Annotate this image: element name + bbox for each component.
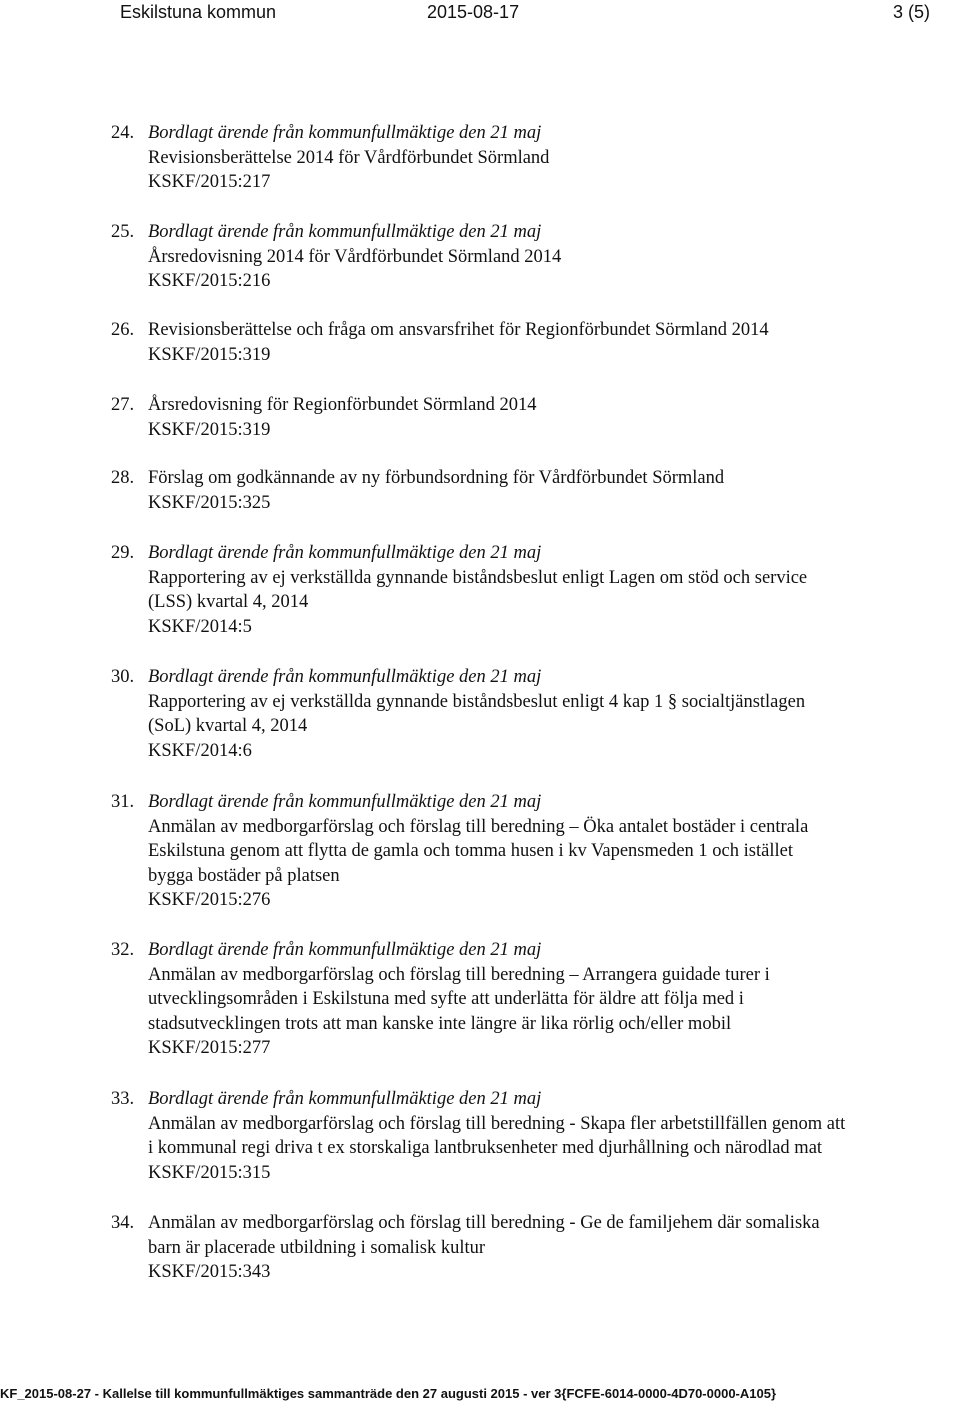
header-organization: Eskilstuna kommun [120, 2, 277, 22]
agenda-item-line: Anmälan av medborgarförslag och förslag till beredning - Ge de familjehem där somaliska [148, 1213, 820, 1233]
agenda-item-body [148, 466, 960, 515]
agenda-item-note: Bordlagt ärende från kommunfullmäktige den 21 maj [148, 667, 542, 687]
header-date: 2015-08-17 [427, 2, 520, 22]
agenda-item-body [148, 541, 960, 639]
agenda-item-line: Anmälan av medborgarförslag och förslag till beredning - Skapa fler arbetstillfällen genom att [148, 1113, 846, 1134]
agenda-item-number: 32. [111, 940, 135, 960]
agenda-item-number: 33. [111, 1089, 135, 1109]
agenda-item-line: utvecklingsområden i Eskilstuna med syfte att underlätta för äldre att följa med i [148, 989, 744, 1009]
agenda-item-body [148, 1211, 960, 1285]
agenda-item-line: KSKF/2015:319 [148, 419, 271, 440]
agenda-item-note: Bordlagt ärende från kommunfullmäktige den 21 maj [148, 543, 542, 563]
agenda-item-line: KSKF/2015:315 [148, 1162, 271, 1183]
agenda-item-line: (LSS) kvartal 4, 2014 [148, 592, 309, 612]
agenda-item-note: Bordlagt ärende från kommunfullmäktige den 21 maj [148, 222, 542, 242]
agenda-item-line: bygga bostäder på platsen [148, 865, 340, 886]
header-page-number: 3 (5) [893, 2, 931, 22]
agenda-item-line: Årsredovisning för Regionförbundet Sörmland 2014 [148, 395, 537, 415]
agenda-item-number: 28. [111, 468, 135, 488]
agenda-item-number: 25. [111, 222, 135, 242]
agenda-item-line: (SoL) kvartal 4, 2014 [148, 716, 308, 736]
agenda-item-line: KSKF/2015:217 [148, 172, 271, 192]
agenda-item-note: Bordlagt ärende från kommunfullmäktige den 21 maj [148, 123, 542, 143]
agenda-item-line: Revisionsberättelse och fråga om ansvarsfrihet för Regionförbundet Sörmland 2014 [148, 320, 769, 340]
agenda-item-line: Eskilstuna genom att flytta de gamla och tomma husen i kv Vapensmeden 1 och istället [148, 841, 793, 861]
agenda-item-line: i kommunal regi driva t ex storskaliga lantbruksenheter med djurhållning och närodlad mat [148, 1138, 823, 1158]
agenda-item-line: KSKF/2014:5 [148, 616, 252, 637]
agenda-item-line: KSKF/2014:6 [148, 740, 252, 761]
page-header [0, 0, 960, 26]
agenda-item-line: Rapportering av ej verkställda gynnande biståndsbeslut enligt Lagen om stöd och service [148, 567, 808, 588]
agenda-item-line: stadsutvecklingen trots att man kanske inte längre är lika rörlig och/eller mobil [148, 1013, 732, 1034]
agenda-item-line: barn är placerade utbildning i somalisk kultur [148, 1237, 486, 1258]
agenda-item-line: KSKF/2015:276 [148, 890, 271, 910]
page-footer: KF_2015-08-27 - Kallelse till kommunfullmäktiges sammanträde den 27 augusti 2015 - ver 3{FCFE-6014-0000-4D70-0000-A105} [0, 1386, 777, 1401]
agenda-item-number: 27. [111, 395, 135, 415]
agenda-item-line: Revisionsberättelse 2014 för Vårdförbundet Sörmland [148, 147, 550, 168]
agenda-item-body [148, 318, 960, 367]
agenda-item-line: KSKF/2015:319 [148, 344, 271, 365]
agenda-item-body [148, 665, 960, 763]
agenda-item-note: Bordlagt ärende från kommunfullmäktige den 21 maj [148, 792, 542, 812]
agenda-item-number: 24. [111, 123, 135, 143]
agenda-item-line: Rapportering av ej verkställda gynnande biståndsbeslut enligt 4 kap 1 § socialtjänstlagen [148, 691, 806, 712]
agenda-item-line: KSKF/2015:277 [148, 1038, 271, 1058]
agenda-item-line: KSKF/2015:343 [148, 1262, 271, 1282]
agenda-item-line: KSKF/2015:216 [148, 271, 271, 291]
agenda-item-number: 26. [111, 320, 135, 340]
agenda-item-line: Förslag om godkännande av ny förbundsordning för Vårdförbundet Sörmland [148, 468, 725, 488]
agenda-item-body [148, 393, 960, 442]
agenda-item-number: 29. [111, 543, 135, 563]
agenda-item-body [148, 790, 960, 913]
agenda-item-body [148, 121, 960, 195]
agenda-item-number: 30. [111, 667, 135, 687]
agenda-item-note: Bordlagt ärende från kommunfullmäktige den 21 maj [148, 1089, 542, 1109]
agenda-item-note: Bordlagt ärende från kommunfullmäktige den 21 maj [148, 940, 542, 960]
agenda-item-line: Anmälan av medborgarförslag och förslag till beredning – Arrangera guidade turer i [148, 964, 770, 985]
agenda-item-body [148, 938, 960, 1061]
agenda-item-body [148, 220, 960, 294]
agenda-item-body [148, 1087, 960, 1185]
agenda-item-line: KSKF/2015:325 [148, 492, 271, 513]
agenda-item-number: 31. [111, 792, 135, 812]
agenda-item-line: Årsredovisning 2014 för Vårdförbundet Sörmland 2014 [148, 246, 562, 267]
agenda-item-line: Anmälan av medborgarförslag och förslag till beredning – Öka antalet bostäder i centrala [148, 816, 809, 837]
agenda-item-number: 34. [111, 1213, 135, 1233]
